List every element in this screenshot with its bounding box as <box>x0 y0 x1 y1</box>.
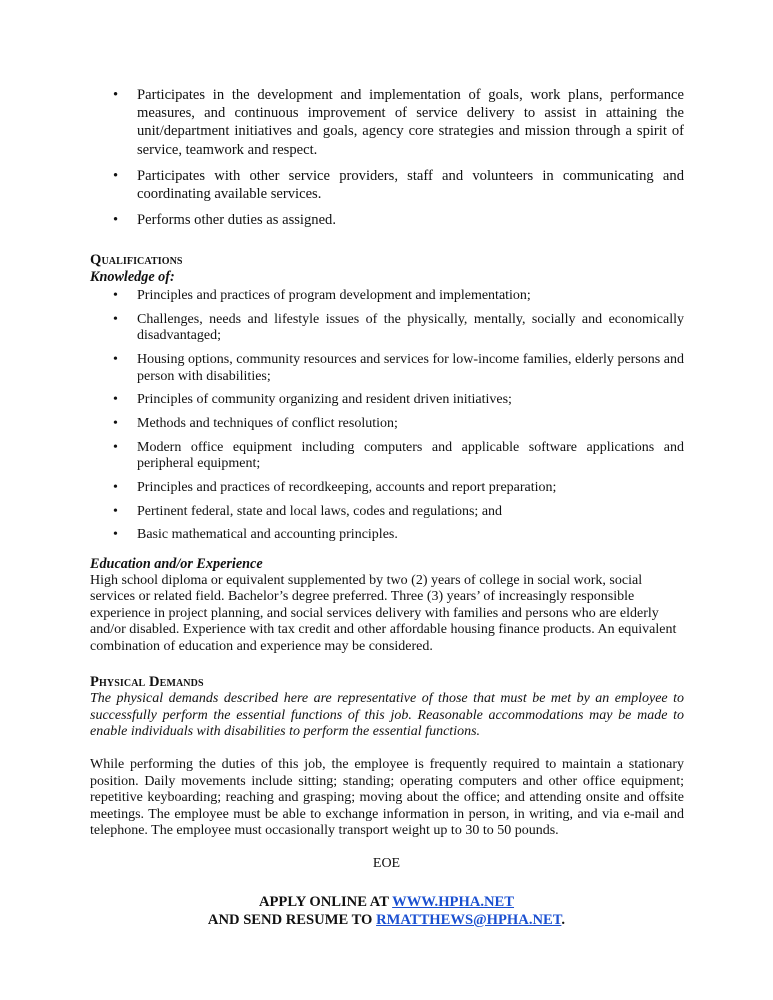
physical-demands-heading: Physical Demands <box>90 674 204 690</box>
knowledge-text: Principles and practices of recordkeeping, accounts and report preparation; <box>137 479 557 495</box>
list-item <box>90 392 684 409</box>
duty-text: Participates in the development and implementation of goals, work plans, performance measures, and continuous improvement of service delivery to assist in attaining the unit/department initiatives and goals, agency core strategies and mission through a spirit of service, teamwork and respect. <box>137 87 684 158</box>
duties-list <box>90 86 684 237</box>
education-heading: Education and/or Experience <box>90 556 263 572</box>
list-item <box>90 352 684 386</box>
apply-line-2 <box>0 911 773 929</box>
duty-text: Participates with other service providers, staff and volunteers in communicating and coordinating available services. <box>137 167 684 203</box>
apply-line-1 <box>0 893 773 911</box>
knowledge-text: Modern office equipment including computers and applicable software applications and peripheral equipment; <box>137 439 684 472</box>
bullet: • <box>113 527 118 543</box>
list-item <box>90 416 684 433</box>
education-text: High school diploma or equivalent supplemented by two (2) years of college in social work, social services or related field. Bachelor’s degree preferred. Three (3) years’ of increasingly responsible experience in project planning, and social services delivery with families and persons who are elderly and/or disabled. Experience with tax credit and other affordable housing finance products. An equivalent combination of education and experience may be considered. <box>90 573 677 654</box>
knowledge-text: Methods and techniques of conflict resolution; <box>137 415 398 431</box>
knowledge-text: Housing options, community resources and services for low-income families, elderly persons and person with disabilities; <box>137 351 684 384</box>
list-item <box>90 167 684 203</box>
resume-text: AND SEND RESUME TO <box>207 912 377 928</box>
eoe-label: EOE <box>372 856 401 871</box>
qualifications-heading: Qualifications <box>90 252 183 268</box>
physical-demands-intro: The physical demands described here are representative of those that must be met by an employee to successfully perform the essential functions of this job. Reasonable accommodations may be made to enable individuals with disabilities to perform the essential functions. <box>90 691 684 740</box>
bullet: • <box>113 479 118 495</box>
bullet: • <box>113 288 118 303</box>
website-link[interactable]: WWW.HPHA.NET <box>392 894 515 910</box>
email-link[interactable]: RMATTHEWS@HPHA.NET <box>376 912 562 928</box>
apply-text: APPLY ONLINE AT <box>258 894 393 910</box>
list-item <box>90 312 684 346</box>
list-item <box>90 288 684 305</box>
physical-demands-body: While performing the duties of this job, the employee is frequently required to maintain a stationary position. Daily movements include sitting; standing; operating computers and other office equipment; repetitive keyboarding; reaching and grasping; moving about the office; and attending onsite and offsite meetings. The employee must be able to exchange information in person, in writing, and via e-mail and telephone. The employee must occasionally transport weight up to 30 to 50 pounds. <box>90 757 684 839</box>
bullet: • <box>113 167 119 184</box>
list-item <box>90 527 684 544</box>
bullet: • <box>113 87 119 103</box>
list-item <box>90 480 684 497</box>
knowledge-text: Challenges, needs and lifestyle issues of the physically, mentally, socially and economically disadvantaged; <box>137 311 684 344</box>
bullet: • <box>113 351 118 367</box>
knowledge-text: Principles and practices of program development and implementation; <box>137 288 531 303</box>
apply-block <box>0 893 773 929</box>
bullet: • <box>113 392 118 408</box>
bullet: • <box>113 439 118 455</box>
list-item <box>90 504 684 521</box>
duty-text: Performs other duties as assigned. <box>137 212 337 229</box>
list-item <box>90 86 684 159</box>
bullet: • <box>113 311 118 327</box>
knowledge-text: Basic mathematical and accounting principles. <box>137 527 398 543</box>
bullet: • <box>113 415 118 431</box>
knowledge-text: Principles of community organizing and resident driven initiatives; <box>137 392 512 408</box>
knowledge-heading: Knowledge of: <box>90 269 175 285</box>
list-item <box>90 211 684 229</box>
bullet: • <box>113 212 119 229</box>
knowledge-text: Pertinent federal, state and local laws, codes and regulations; and <box>137 503 503 519</box>
resume-suffix: . <box>561 912 566 928</box>
bullet: • <box>113 503 118 519</box>
list-item <box>90 440 684 474</box>
knowledge-list <box>90 288 684 551</box>
